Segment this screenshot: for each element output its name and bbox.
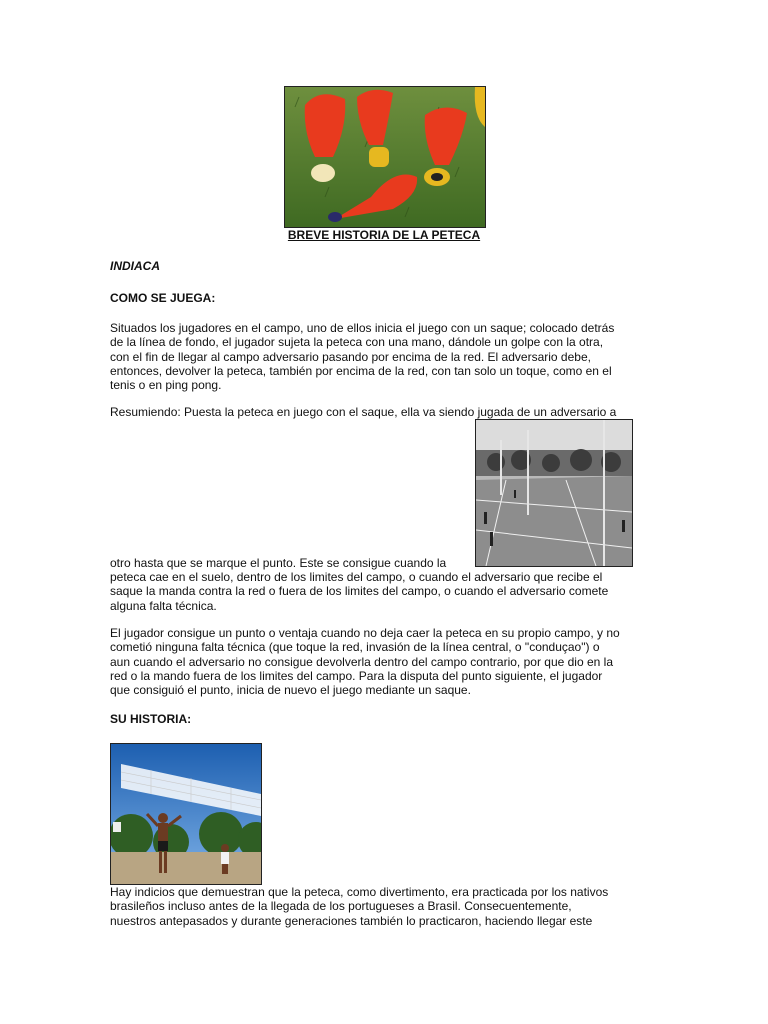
paragraph-summary [110, 570, 608, 613]
text-line: que consiguió el punto, inicia de nuevo el juego mediante un saque. [110, 683, 471, 698]
paragraph-points [110, 626, 620, 697]
net-players-icon [111, 744, 261, 884]
peteca-shuttlecocks-icon [285, 87, 485, 227]
text-line: nuestros antepasados y durante generaciones también lo practicaron, haciendo llegar este [110, 913, 593, 928]
text-line: con el fin de llegar al campo adversario pasando por encima de la red. El adversario debe, [110, 349, 591, 364]
text-line: aun cuando el adversario no consigue devolverla dentro del campo contrario, por que dio en la [110, 654, 613, 669]
text-line: Situados los jugadores en el campo, uno de ellos inicia el juego con un saque; colocado detrás [110, 321, 615, 335]
text-line: Hay indicios que demuestran que la peteca, como divertimento, era practicada por los nativos [110, 885, 609, 899]
text-line: El jugador consigue un punto o ventaja cuando no deja caer la peteca en su propio campo, y no [110, 626, 620, 640]
text-line: cometió ninguna falta técnica (que toque la red, invasión de la línea central, o "conduçao") o [110, 640, 600, 655]
courts-photo [475, 419, 633, 567]
subtitle-indiaca: INDIACA [110, 259, 160, 273]
paragraph-summary-line: otro hasta que se marque el punto. Este se consigue cuando la [110, 556, 447, 570]
document-title: BREVE HISTORIA DE LA PETECA [287, 228, 481, 242]
section-heading-su-historia: SU HISTORIA: [110, 712, 192, 726]
outdoor-courts-icon [476, 420, 632, 566]
section-heading-como-se-juega: COMO SE JUEGA: [110, 291, 216, 305]
text-line: de la línea de fondo, el jugador sujeta la peteca con una mano, dándole un golpe con la otra, [110, 335, 604, 350]
text-line: brasileños incluso antes de la llegada de los portugueses a Brasil. Consecuentemente, [110, 899, 572, 914]
paragraph-history [110, 885, 608, 928]
text-line: entonces, devolver la peteca, también por encima de la red, con tan solo un toque, como en el [110, 363, 612, 378]
paragraph-summary-line: Resumiendo: Puesta la peteca en juego con el saque, ella va siendo jugada de un adversario a [110, 405, 617, 419]
paragraph-rules [110, 321, 614, 392]
peteca-photo [284, 86, 486, 228]
text-line: red o la mando fuera de los limites del campo. Para la disputa del punto siguiente, el jugador [110, 668, 603, 683]
text-line: alguna falta técnica. [110, 598, 217, 613]
text-line: peteca cae en el suelo, dentro de los limites del campo, o cuando el adversario que recibe el [110, 570, 603, 584]
net-players-photo [110, 743, 262, 885]
text-line: tenis o en ping pong. [110, 378, 222, 393]
text-line: saque la manda contra la red o fuera de los limites del campo, o cuando el adversario comete [110, 584, 609, 599]
